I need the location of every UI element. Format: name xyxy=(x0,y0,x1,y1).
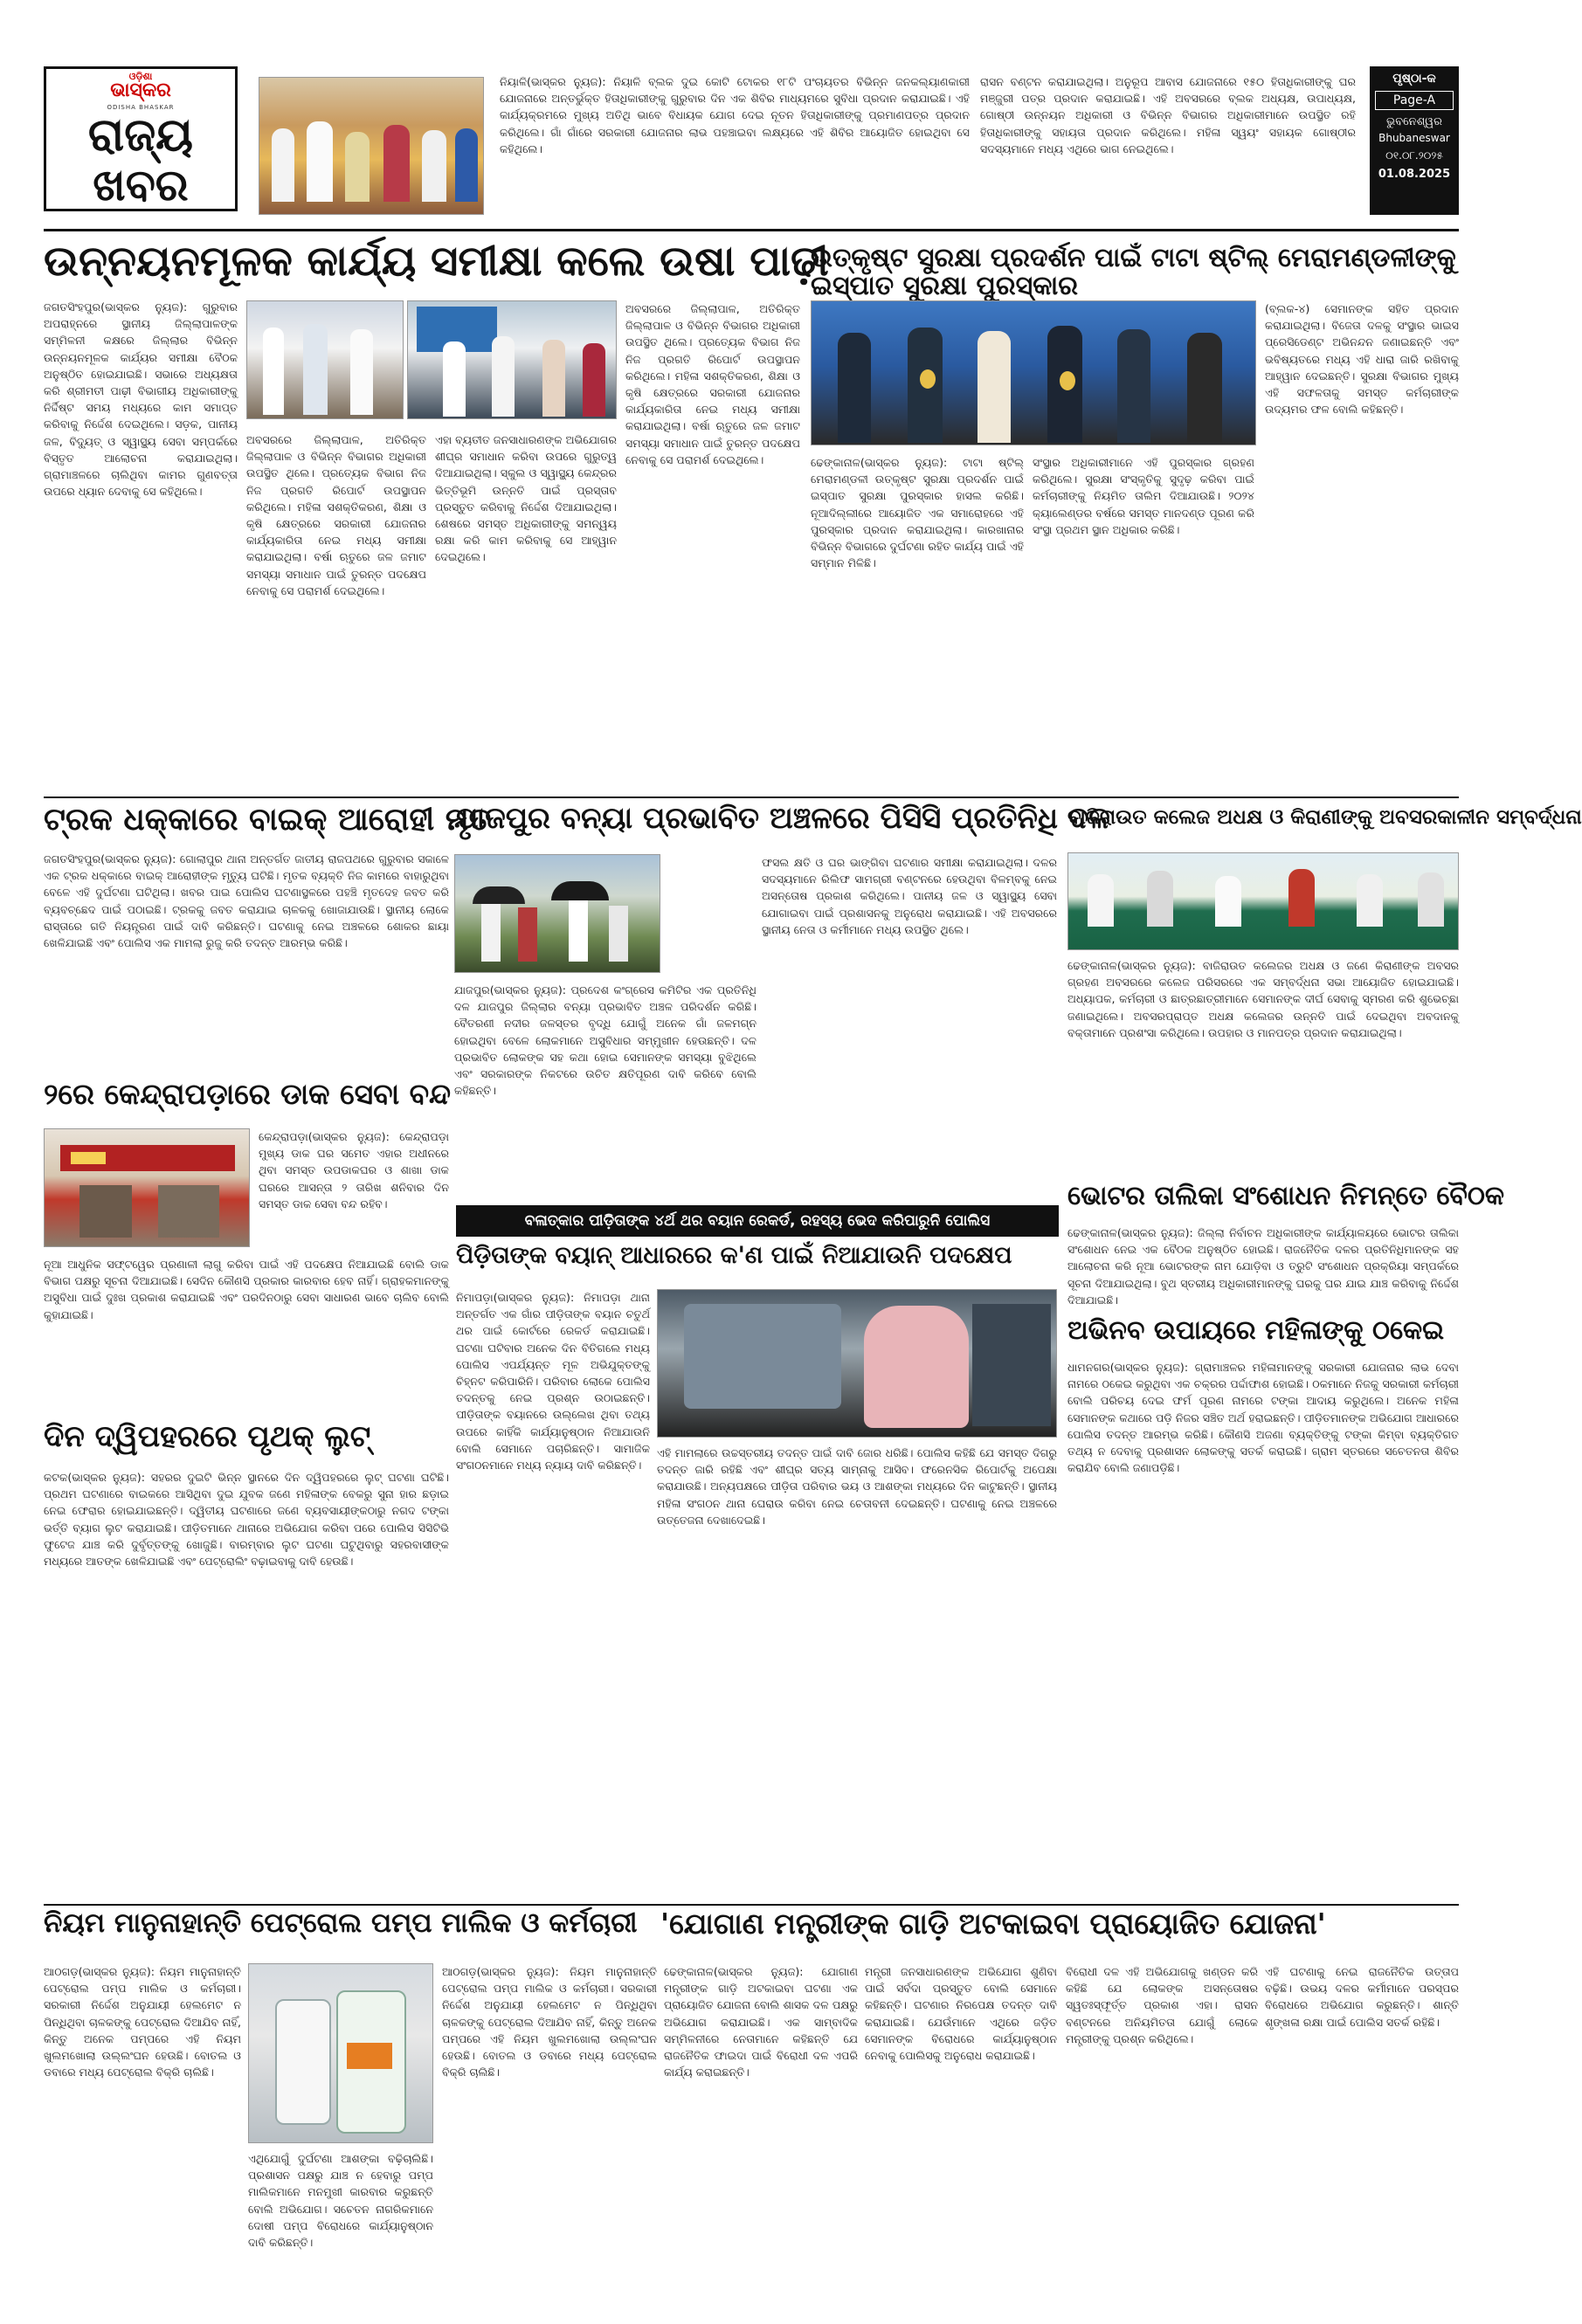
a2-body-mid: ସଂସ୍ଥାର ଅଧିକାରୀମାନେ ଏହି ପୁରସ୍କାର ଗ୍ରହଣ କରିଥିଲେ। ସୁରକ୍ଷା ସଂସ୍କୃତିକୁ ସୁଦୃଢ଼ କରିବା ପାଇଁ କର୍ମଚାରୀଙ୍କୁ ନିୟମିତ ତାଲିମ ଦିଆଯାଉଛି। ୨୦୨୪ କ୍ୟାଲେଣ୍ଡର ବର୍ଷରେ ସମସ୍ତ ମାନଦଣ୍ଡ ପୂରଣ କରି ସଂସ୍ଥା ପ୍ରଥମ ସ୍ଥାନ ଅଧିକାର କରିଛି। xyxy=(1033,456,1254,536)
headline-voter-list-meeting: ଭୋଟର ତାଲିକା ସଂଶୋଧନ ନିମନ୍ତେ ବୈଠକ xyxy=(1067,1181,1505,1211)
a11-body-left: ଆଠଗଡ଼(ଭାସ୍କର ନ୍ୟୁଜ): ନିୟମ ମାନୁନାହାନ୍ତି ପେଟ୍ରୋଲ ପମ୍ପ ମାଲିକ ଓ କର୍ମଚାରୀ। ସରକାରୀ ନିର୍ଦ୍ଦେଶ ଅନୁଯାୟୀ ହେଲମେଟ ନ ପିନ୍ଧିଥିବା ଚାଳକଙ୍କୁ ପେଟ୍ରୋଲ ଦିଆଯିବ ନାହିଁ, କିନ୍ତୁ ଅନେକ ପମ୍ପରେ ଏହି ନିୟମ ଖୁଲମଖୋଲା ଉଲ୍ଲଂଘନ ହେଉଛି। ବୋତଲ ଓ ଡବାରେ ମଧ୍ୟ ପେଟ୍ରୋଲ ବିକ୍ରି ଚାଲିଛି। xyxy=(44,1965,241,2079)
a1-body-left: ଜଗତସିଂହପୁର(ଭାସ୍କର ନ୍ୟୁଜ): ଗୁରୁବାର ଅପରାହ୍ନରେ ସ୍ଥାନୀୟ ଜିଲ୍ଲାପାଳଙ୍କ ସମ୍ମିଳନୀ କକ୍ଷରେ ଜିଲ୍ଲାର ବିଭିନ୍ନ ଉନ୍ନୟନମୂଳକ କାର୍ଯ୍ୟର ସମୀକ୍ଷା ବୈଠକ ଅନୁଷ୍ଠିତ ହୋଇଯାଇଛି। ସଭାରେ ଅଧ୍ୟକ୍ଷତା କରି ଶ୍ରୀମତୀ ପାଢ଼ୀ ବିଭାଗୀୟ ଅଧିକାରୀଙ୍କୁ ନିର୍ଦ୍ଦିଷ୍ଟ ସମୟ ମଧ୍ୟରେ କାମ ସମାପ୍ତ କରିବାକୁ ନିର୍ଦ୍ଦେଶ ଦେଇଥିଲେ। ସଡ଼କ, ପାନୀୟ ଜଳ, ବିଦ୍ୟୁତ୍ ଓ ସ୍ୱାସ୍ଥ୍ୟ ସେବା ସମ୍ପର୍କରେ ବିସ୍ତୃତ ଆଲୋଚନା କରାଯାଇଥିଲା। ଗ୍ରାମାଞ୍ଚଳରେ ଚାଲିଥିବା କାମର ଗୁଣବତ୍ତା ଉପରେ ଧ୍ୟାନ ଦେବାକୁ ସେ କହିଥିଲେ। xyxy=(44,300,238,499)
section-title-line1: ରାଜ୍ୟ xyxy=(87,109,194,162)
a8-body-left: ନିମାପଡ଼ା(ଭାସ୍କର ନ୍ୟୁଜ): ନିମାପଡ଼ା ଥାନା ଅନ୍ତର୍ଗତ ଏକ ଗାଁର ପୀଡ଼ିତାଙ୍କ ବୟାନ ଚତୁର୍ଥ ଥର ପାଇଁ କୋର୍ଟରେ ରେକର୍ଡ କରାଯାଇଛି। ଘଟଣା ଘଟିବାର ଅନେକ ଦିନ ବିତିଗଲେ ମଧ୍ୟ ପୋଲିସ ଏପର୍ଯ୍ୟନ୍ତ ମୂଳ ଅଭିଯୁକ୍ତଙ୍କୁ ଚିହ୍ନଟ କରିପାରିନି। ପରିବାର ଲୋକେ ପୋଲିସ ତଦନ୍ତକୁ ନେଇ ପ୍ରଶ୍ନ ଉଠାଇଛନ୍ତି। ପୀଡ଼ିତାଙ୍କ ବୟାନରେ ଉଲ୍ଲେଖ ଥିବା ତଥ୍ୟ ଉପରେ କାହିଁକି କାର୍ଯ୍ୟାନୁଷ୍ଠାନ ନିଆଯାଉନି ବୋଲି ସେମାନେ ପଚାରିଛନ୍ତି। ସାମାଜିକ ସଂଗଠନମାନେ ମଧ୍ୟ ନ୍ୟାୟ ଦାବି କରିଛନ୍ତି। xyxy=(456,1291,650,1472)
page-number-en: Page-A xyxy=(1375,91,1454,110)
a8-body-right: ଏହି ମାମଲାରେ ଉଚ୍ଚସ୍ତରୀୟ ତଦନ୍ତ ପାଇଁ ଦାବି ଜୋର ଧରିଛି। ପୋଲିସ କହିଛି ଯେ ସମସ୍ତ ଦିଗରୁ ତଦନ୍ତ ଜାରି ରହିଛି ଏବଂ ଶୀଘ୍ର ସତ୍ୟ ସାମ୍ନାକୁ ଆସିବ। ଫରେନସିକ ରିପୋର୍ଟକୁ ଅପେକ୍ଷା କରାଯାଉଛି। ଅନ୍ୟପକ୍ଷରେ ପୀଡ଼ିତା ପରିବାର ଭୟ ଓ ଆଶଙ୍କା ମଧ୍ୟରେ ଦିନ କାଟୁଛନ୍ତି। ସ୍ଥାନୀୟ ମହିଳା ସଂଗଠନ ଥାନା ଘେରାଉ କରିବା ନେଇ ଚେତାବନୀ ଦେଇଛନ୍ତି। ଘଟଣାକୁ ନେଇ ଅଞ୍ଚଳରେ ଉତ୍ତେଜନା ଦେଖାଦେଇଛି। xyxy=(657,1446,1057,1527)
a12-body-3: ବିରୋଧୀ ଦଳ ଏହି ଅଭିଯୋଗକୁ ଖଣ୍ଡନ କରି କହିଛି ଯେ ଲୋକଙ୍କ ଅସନ୍ତୋଷର ସ୍ୱତଃସ୍ଫୂର୍ତ୍ତ ପ୍ରକାଶ ଏହା। ରାସନ ବଣ୍ଟନରେ ଅନିୟମିତତା ଯୋଗୁଁ ଲୋକେ ମନ୍ତ୍ରୀଙ୍କୁ ପ୍ରଶ୍ନ କରିଥିଲେ। xyxy=(1066,1965,1258,2045)
headline-separate-loot: ଦିନ ଦ୍ୱିପହରରେ ପୃଥକ୍ ଲୁଟ୍ xyxy=(44,1419,371,1454)
a5-body: ଢେଙ୍କାନାଳ(ଭାସ୍କର ନ୍ୟୁଜ): ବାଜିରାଉତ କଲେଜର ଅଧକ୍ଷ ଓ ଜଣେ କିରାଣୀଙ୍କ ଅବସର ଗ୍ରହଣ ଅବସରରେ କଲେଜ ପରିସରରେ ଏକ ସମ୍ବର୍ଦ୍ଧନା ସଭା ଆୟୋଜିତ ହୋଇଯାଇଛି। ଅଧ୍ୟାପକ, କର୍ମଚାରୀ ଓ ଛାତ୍ରଛାତ୍ରୀମାନେ ସେମାନଙ୍କ ଦୀର୍ଘ ସେବାକୁ ସ୍ମରଣ କରି ଶୁଭେଚ୍ଛା ଜଣାଇଥିଲେ। ଅବସରପ୍ରାପ୍ତ ଅଧକ୍ଷ କଲେଜର ଉନ୍ନତି ପାଇଁ ଦେଇଥିବା ଅବଦାନକୁ ବକ୍ତାମାନେ ପ୍ରଶଂସା କରିଥିଲେ। ଉପହାର ଓ ମାନପତ୍ର ପ୍ରଦାନ କରାଯାଇଥିଲା। xyxy=(1067,959,1459,1039)
a11-petrol-bottles-photo xyxy=(248,1963,433,2143)
headline-tata-steel-safety-award: ଉତ୍କୃଷ୍ଟ ସୁରକ୍ଷା ପ୍ରଦର୍ଶନ ପାଇଁ ଟାଟା ଷ୍ଟିଲ୍ ମେରାମଣ୍ଡଳୀଙ୍କୁ ଇସ୍ପାତ ସୁରକ୍ଷା ପୁରସ୍କାର xyxy=(811,243,1456,301)
brand-tag: ODISHA BHASKAR xyxy=(107,104,175,111)
a5-felicitation-photo xyxy=(1067,852,1459,950)
headline-truck-bike-accident: ଟ୍ରକ ଧକ୍କାରେ ବାଇକ୍ ଆରୋହୀ ମୃତ xyxy=(44,802,492,838)
a6-body-bottom: ନୂଆ ଆଧୁନିକ ସଫ୍ଟୱେର ପ୍ରଣାଳୀ ଲାଗୁ କରିବା ପାଇଁ ଏହି ପଦକ୍ଷେପ ନିଆଯାଇଛି ବୋଲି ଡାକ ବିଭାଗ ପକ୍ଷରୁ ସୂଚନା ଦିଆଯାଇଛି। ସେଦିନ କୌଣସି ପ୍ରକାର କାରବାର ହେବ ନାହିଁ। ଗ୍ରାହକମାନଙ୍କୁ ଅସୁବିଧା ପାଇଁ ଦୁଃଖ ପ୍ରକାଶ କରାଯାଇଛି ଏବଂ ପରଦିନଠାରୁ ସେବା ସାଧାରଣ ଭାବେ ଚାଲିବ ବୋଲି କୁହାଯାଇଛି। xyxy=(44,1258,449,1321)
a12-body-2: ମନ୍ତ୍ରୀ ଜନସାଧାରଣଙ୍କ ଅଭିଯୋଗ ଶୁଣିବା ପାଇଁ ସର୍ବଦା ପ୍ରସ୍ତୁତ ବୋଲି ସେମାନେ କହିଛନ୍ତି। ଘଟଣାର ନିରପେକ୍ଷ ତଦନ୍ତ ଦାବି କରାଯାଇଛି। ଯେଉଁମାନେ ଏଥିରେ ଜଡ଼ିତ ସେମାନଙ୍କ ବିରୋଧରେ କାର୍ଯ୍ୟାନୁଷ୍ଠାନ ନେବାକୁ ପୋଲିସକୁ ଅନୁରୋଧ କରାଯାଇଛି। xyxy=(865,1965,1057,2063)
a11-body-continued: ଆଠଗଡ଼(ଭାସ୍କର ନ୍ୟୁଜ): ନିୟମ ମାନୁନାହାନ୍ତି ପେଟ୍ରୋଲ ପମ୍ପ ମାଲିକ ଓ କର୍ମଚାରୀ। ସରକାରୀ ନିର୍ଦ୍ଦେଶ ଅନୁଯାୟୀ ହେଲମେଟ ନ ପିନ୍ଧିଥିବା ଚାଳକଙ୍କୁ ପେଟ୍ରୋଲ ଦିଆଯିବ ନାହିଁ, କିନ୍ତୁ ଅନେକ ପମ୍ପରେ ଏହି ନିୟମ ଖୁଲମଖୋଲା ଉଲ୍ଲଂଘନ ହେଉଛି। ବୋତଲ ଓ ଡବାରେ ମଧ୍ୟ ପେଟ୍ରୋଲ ବିକ୍ରି ଚାଲିଛି। xyxy=(442,1965,657,2079)
a9-body: କଟକ(ଭାସ୍କର ନ୍ୟୁଜ): ସହରର ଦୁଇଟି ଭିନ୍ନ ସ୍ଥାନରେ ଦିନ ଦ୍ୱିପହରରେ ଲୁଟ୍ ଘଟଣା ଘଟିଛି। ପ୍ରଥମ ଘଟଣାରେ ବାଇକରେ ଆସିଥିବା ଦୁଇ ଯୁବକ ଜଣେ ମହିଳାଙ୍କ ବେକରୁ ସୁନା ହାର ଛଡ଼ାଇ ନେଇ ଫେରାର ହୋଇଯାଇଛନ୍ତି। ଦ୍ୱିତୀୟ ଘଟଣାରେ ଜଣେ ବ୍ୟବସାୟୀଙ୍କଠାରୁ ନଗଦ ଟଙ୍କା ଭର୍ତ୍ତି ବ୍ୟାଗ ଲୁଟ କରାଯାଇଛି। ପୀଡ଼ିତମାନେ ଥାନାରେ ଅଭିଯୋଗ କରିବା ପରେ ପୋଲିସ ସିସିଟିଭି ଫୁଟେଜ ଯାଞ୍ଚ କରି ଦୁର୍ବୃତ୍ତଙ୍କୁ ଖୋଜୁଛି। ବାରମ୍ବାର ଲୁଟ ଘଟଣା ଘଟୁଥିବାରୁ ସହରବାସୀଙ୍କ ମଧ୍ୟରେ ଆତଙ୍କ ଖେଳିଯାଇଛି ଏବଂ ପେଟ୍ରୋଲିଂ ବଢ଼ାଇବାକୁ ଦାବି ହେଉଛି। xyxy=(44,1471,449,1569)
page-number-or: ପୃଷ୍ଠା-କ xyxy=(1392,72,1436,86)
city-or: ଭୁବନେଶ୍ୱର xyxy=(1386,115,1442,128)
a1-photo-1 xyxy=(246,300,404,419)
a12-body-4: ଏହି ଘଟଣାକୁ ନେଇ ରାଜନୈତିକ ଉତ୍ତାପ ବଢ଼ିଛି। ଉଭୟ ଦଳର କର୍ମୀମାନେ ପରସ୍ପର ବିରୋଧରେ ଅଭିଯୋଗ କରୁଛନ୍ତି। ଶାନ୍ତି ଶୃଙ୍ଖଳା ରକ୍ଷା ପାଇଁ ପୋଲିସ ସତର୍କ ରହିଛି। xyxy=(1265,1965,1459,2029)
row-divider-1 xyxy=(44,797,1459,798)
a11-body-right: ଏଥିଯୋଗୁଁ ଦୁର୍ଘଟଣା ଆଶଙ୍କା ବଢ଼ିଚାଲିଛି। ପ୍ରଶାସନ ପକ୍ଷରୁ ଯାଞ୍ଚ ନ ହେବାରୁ ପମ୍ପ ମାଲିକମାନେ ମନମୁଖୀ କାରବାର କରୁଛନ୍ତି ବୋଲି ଅଭିଯୋଗ। ସଚେତନ ନାଗରିକମାନେ ଦୋଷୀ ପମ୍ପ ବିରୋଧରେ କାର୍ଯ୍ୟାନୁଷ୍ଠାନ ଦାବି କରିଛନ୍ତି। xyxy=(248,2152,433,2250)
a8-car-photo xyxy=(657,1289,1057,1438)
a2-body-left: ଢେଙ୍କାନାଳ(ଭାସ୍କର ନ୍ୟୁଜ): ଟାଟା ଷ୍ଟିଲ୍ ମେରାମଣ୍ଡଳୀ ଉତ୍କୃଷ୍ଟ ସୁରକ୍ଷା ପ୍ରଦର୍ଶନ ପାଇଁ ଇସ୍ପାତ ସୁରକ୍ଷା ପୁରସ୍କାର ହାସଲ କରିଛି। ନୂଆଦିଲ୍ଲୀରେ ଆୟୋଜିତ ଏକ ସମାରୋହରେ ଏହି ପୁରସ୍କାର ପ୍ରଦାନ କରାଯାଇଥିଲା। କାରଖାନାର ବିଭିନ୍ନ ବିଭାଗରେ ଦୁର୍ଘଟଣା ରହିତ କାର୍ଯ୍ୟ ପାଇଁ ଏହି ସମ୍ମାନ ମିଳିଛି। xyxy=(811,456,1024,570)
a12-body-1: ଢେଙ୍କାନାଳ(ଭାସ୍କର ନ୍ୟୁଜ): ଯୋଗାଣ ମନ୍ତ୍ରୀଙ୍କ ଗାଡ଼ି ଅଟକାଇବା ଘଟଣା ଏକ ପ୍ରାୟୋଜିତ ଯୋଜନା ବୋଲି ଶାସକ ଦଳ ପକ୍ଷରୁ ଅଭିଯୋଗ କରାଯାଇଛି। ଏକ ସାମ୍ବାଦିକ ସମ୍ମିଳନୀରେ ନେତାମାନେ କହିଛନ୍ତି ଯେ ରାଜନୈତିକ ଫାଇଦା ପାଇଁ ବିରୋଧୀ ଦଳ ଏପରି କାର୍ଯ୍ୟ କରାଇଛନ୍ତି। xyxy=(664,1965,858,2079)
row-divider-2 xyxy=(44,1904,1459,1906)
a3-body: ଜଗତସିଂହପୁର(ଭାସ୍କର ନ୍ୟୁଜ): ଗୋଲାପୁର ଥାନା ଅନ୍ତର୍ଗତ ଜାତୀୟ ରାଜପଥରେ ଗୁରୁବାର ସକାଳେ ଏକ ଟ୍ରକ ଧକ୍କାରେ ବାଇକ୍ ଆରୋହୀଙ୍କ ମୃତ୍ୟୁ ଘଟିଛି। ମୃତକ ବ୍ୟକ୍ତି ନିଜ କାମରେ ବାହାରୁଥିବା ବେଳେ ଏହି ଦୁର୍ଘଟଣା ଘଟିଥିଲା। ଖବର ପାଇ ପୋଲିସ ଘଟଣାସ୍ଥଳରେ ପହଞ୍ଚି ମୃତଦେହ ଜବତ କରି ବ୍ୟବଚ୍ଛେଦ ପାଇଁ ପଠାଇଛି। ଟ୍ରକକୁ ଜବତ କରାଯାଇ ଚାଳକକୁ ଖୋଜାଯାଉଛି। ସ୍ଥାନୀୟ ଲୋକେ ରାସ୍ତାରେ ଗତି ନିୟନ୍ତ୍ରଣ ପାଇଁ ଦାବି କରିଛନ୍ତି। ଘଟଣାକୁ ନେଇ ଅଞ୍ଚଳରେ ଶୋକର ଛାୟା ଖେଳିଯାଇଛି ଏବଂ ପୋଲିସ ଏକ ମାମଲା ରୁଜୁ କରି ତଦନ୍ତ ଆରମ୍ଭ କରିଛି। xyxy=(44,852,449,950)
a2-award-photo xyxy=(811,300,1256,445)
masthead-lead-text-left: ନିୟାଳି(ଭାସ୍କର ନ୍ୟୁଜ): ନିୟାଳି ବ୍ଲକ ଦୁଇ କୋଟି ଟୋକର ୧୮ଟି ପଂଚାୟତର ବିଭିନ୍ନ ଜନକଲ୍ୟାଣକାରୀ ଯୋଜନାରେ ଅନ୍ତର୍ଭୁକ୍ତ ହିତାଧିକାରୀଙ୍କୁ ଗୁରୁବାର ଦିନ ଏକ ଶିବିର ମାଧ୍ୟମରେ ସୁବିଧା ପ୍ରଦାନ କରାଯାଇଛି। ଏହି କାର୍ଯ୍ୟକ୍ରମରେ ମୁଖ୍ୟ ଅତିଥି ଭାବେ ବିଧାୟକ ଯୋଗ ଦେଇ ନୂତନ ହିତାଧିକାରୀଙ୍କୁ ପ୍ରମାଣପତ୍ର ପ୍ରଦାନ କରିଥିଲେ। ଗାଁ ଗାଁରେ ସରକାରୀ ଯୋଜନାର ଲାଭ ପହଞ୍ଚାଇବା ଲକ୍ଷ୍ୟରେ ଏହି ଶିବିର ଆୟୋଜିତ ହୋଇଥିବା ସେ କହିଥିଲେ। xyxy=(500,75,970,155)
a1-body-continued: ଅବସରରେ ଜିଲ୍ଲାପାଳ, ଅତିରିକ୍ତ ଜିଲ୍ଲାପାଳ ଓ ବିଭିନ୍ନ ବିଭାଗର ଅଧିକାରୀ ଉପସ୍ଥିତ ଥିଲେ। ପ୍ରତ୍ୟେକ ବିଭାଗ ନିଜ ନିଜ ପ୍ରଗତି ରିପୋର୍ଟ ଉପସ୍ଥାପନ କରିଥିଲେ। ମହିଳା ସଶକ୍ତିକରଣ, ଶିକ୍ଷା ଓ କୃଷି କ୍ଷେତ୍ରରେ ସରକାରୀ ଯୋଜନାର କାର୍ଯ୍ୟକାରିତା ନେଇ ମଧ୍ୟ ସମୀକ୍ଷା କରାଯାଇଥିଲା। ବର୍ଷା ଋତୁରେ ଜଳ ଜମାଟ ସମସ୍ୟା ସମାଧାନ ପାଇଁ ତୁରନ୍ତ ପଦକ୍ଷେପ ନେବାକୁ ସେ ପରାମର୍ଶ ଦେଇଥିଲେ। xyxy=(625,302,800,466)
a1-body-mid: ଅବସରରେ ଜିଲ୍ଲାପାଳ, ଅତିରିକ୍ତ ଜିଲ୍ଲାପାଳ ଓ ବିଭିନ୍ନ ବିଭାଗର ଅଧିକାରୀ ଉପସ୍ଥିତ ଥିଲେ। ପ୍ରତ୍ୟେକ ବିଭାଗ ନିଜ ନିଜ ପ୍ରଗତି ରିପୋର୍ଟ ଉପସ୍ଥାପନ କରିଥିଲେ। ମହିଳା ସଶକ୍ତିକରଣ, ଶିକ୍ଷା ଓ କୃଷି କ୍ଷେତ୍ରରେ ସରକାରୀ ଯୋଜନାର କାର୍ଯ୍ୟକାରିତା ନେଇ ମଧ୍ୟ ସମୀକ୍ଷା କରାଯାଇଥିଲା। ବର୍ଷା ଋତୁରେ ଜଳ ଜମାଟ ସମସ୍ୟା ସମାଧାନ ପାଇଁ ତୁରନ୍ତ ପଦକ୍ଷେପ ନେବାକୁ ସେ ପରାମର୍ଶ ଦେଇଥିଲେ। xyxy=(246,433,426,597)
headline-petrol-pump-rules: ନିୟମ ମାନୁନାହାନ୍ତି ପେଟ୍ରୋଲ ପମ୍ପ ମାଲିକ ଓ କର୍ମଚାରୀ xyxy=(44,1907,638,1939)
city-en: Bhubaneswar xyxy=(1378,132,1450,144)
headline-usha-padhi-review: ଉନ୍ନୟନମୂଳକ କାର୍ଯ୍ୟ ସମୀକ୍ଷା କଲେ ଉଷା ପାଢ଼ୀ xyxy=(44,237,829,286)
a8-banner xyxy=(456,1205,1059,1237)
headline-jajpur-flood-pcc: ଯାଜପୁର ବନ୍ୟା ପ୍ରଭାବିତ ଅଞ୍ଚଳରେ ପିସିସି ପ୍ରତିନିଧି ଦଳ xyxy=(454,801,1110,836)
a7-body: ଢେଙ୍କାନାଳ(ଭାସ୍କର ନ୍ୟୁଜ): ଜିଲ୍ଲା ନିର୍ବାଚନ ଅଧିକାରୀଙ୍କ କାର୍ଯ୍ୟାଳୟରେ ଭୋଟର ତାଲିକା ସଂଶୋଧନ ନେଇ ଏକ ବୈଠକ ଅନୁଷ୍ଠିତ ହୋଇଛି। ରାଜନୈତିକ ଦଳର ପ୍ରତିନିଧିମାନଙ୍କ ସହ ଆଲୋଚନା କରି ନୂଆ ଭୋଟରଙ୍କ ନାମ ଯୋଡ଼ିବା ଓ ତ୍ରୁଟି ସଂଶୋଧନ ପ୍ରକ୍ରିୟା ସମ୍ପର୍କରେ ସୂଚନା ଦିଆଯାଇଥିଲା। ବୁଥ ସ୍ତରୀୟ ଅଧିକାରୀମାନଙ୍କୁ ଘରକୁ ଘର ଯାଇ ଯାଞ୍ଚ କରିବାକୁ ନିର୍ଦ୍ଦେଶ ଦିଆଯାଇଛି। xyxy=(1067,1226,1459,1307)
a4-body-right: ଫସଲ କ୍ଷତି ଓ ଘର ଭାଙ୍ଗିବା ଘଟଣାର ସମୀକ୍ଷା କରାଯାଇଥିଲା। ଦଳର ସଦସ୍ୟମାନେ ରିଲିଫ ସାମଗ୍ରୀ ବଣ୍ଟନରେ ହେଉଥିବା ବିଳମ୍ବକୁ ନେଇ ଅସନ୍ତୋଷ ପ୍ରକାଶ କରିଥିଲେ। ପାନୀୟ ଜଳ ଓ ସ୍ୱାସ୍ଥ୍ୟ ସେବା ଯୋଗାଇବା ପାଇଁ ପ୍ରଶାସନକୁ ଅନୁରୋଧ କରାଯାଇଛି। ଏହି ଅବସରରେ ସ୍ଥାନୀୟ ନେତା ଓ କର୍ମୀମାନେ ମଧ୍ୟ ଉପସ୍ଥିତ ଥିଲେ। xyxy=(762,856,1057,936)
a6-body-top: କେନ୍ଦ୍ରାପଡ଼ା(ଭାସ୍କର ନ୍ୟୁଜ): କେନ୍ଦ୍ରାପଡ଼ା ମୁଖ୍ୟ ଡାକ ଘର ସମେତ ଏହାର ଅଧୀନରେ ଥିବା ସମସ୍ତ ଉପଡାକଘର ଓ ଶାଖା ଡାକ ଘରରେ ଆସନ୍ତା ୨ ତାରିଖ ଶନିବାର ଦିନ ସମସ୍ତ ଡାକ ସେବା ବନ୍ଦ ରହିବ। xyxy=(259,1130,449,1210)
masthead-divider xyxy=(44,229,1459,231)
a1-photo-2 xyxy=(407,300,617,419)
headline-women-fraud: ଅଭିନବ ଉପାୟରେ ମହିଳାଙ୍କୁ ଠକେଇ xyxy=(1067,1315,1445,1346)
date-or: ୦୧.୦୮.୨୦୨୫ xyxy=(1385,149,1443,162)
a10-body: ଧାମନଗର(ଭାସ୍କର ନ୍ୟୁଜ): ଗ୍ରାମାଞ୍ଚଳର ମହିଳାମାନଙ୍କୁ ସରକାରୀ ଯୋଜନାର ଲାଭ ଦେବା ନାମରେ ଠକେଇ କରୁଥିବା ଏକ ଚକ୍ରର ପର୍ଦ୍ଦାଫାଶ ହୋଇଛି। ଠକମାନେ ନିଜକୁ ସରକାରୀ କର୍ମଚାରୀ ବୋଲି ପରିଚୟ ଦେଇ ଫର୍ମ ପୂରଣ ନାମରେ ଟଙ୍କା ଆଦାୟ କରୁଥିଲେ। ଅନେକ ମହିଳା ସେମାନଙ୍କ କଥାରେ ପଡ଼ି ନିଜର ସଞ୍ଚିତ ଅର୍ଥ ହରାଇଛନ୍ତି। ପୀଡ଼ିତମାନଙ୍କ ଅଭିଯୋଗ ଆଧାରରେ ପୋଲିସ ତଦନ୍ତ ଆରମ୍ଭ କରିଛି। କୌଣସି ଅଜଣା ବ୍ୟକ୍ତିଙ୍କୁ ଟଙ୍କା କିମ୍ବା ବ୍ୟକ୍ତିଗତ ତଥ୍ୟ ନ ଦେବାକୁ ପ୍ରଶାସନ ଲୋକଙ୍କୁ ସତର୍କ କରାଇଛି। ଗ୍ରାମ ସ୍ତରରେ ସଚେତନତା ଶିବିର କରାଯିବ ବୋଲି ଜଣାପଡ଼ିଛି। xyxy=(1067,1361,1459,1475)
headline-supply-minister-car-stopped: 'ଯୋଗାଣ ମନ୍ତ୍ରୀଙ୍କ ଗାଡ଼ି ଅଟକାଇବା ପ୍ରାୟୋଜିତ ଯୋଜନା' xyxy=(660,1907,1326,1941)
brand-small: ଓଡ଼ିଶା xyxy=(128,71,153,82)
a1-body-right: ଏହା ବ୍ୟତୀତ ଜନସାଧାରଣଙ୍କ ଅଭିଯୋଗର ଶୀଘ୍ର ସମାଧାନ କରିବା ଉପରେ ଗୁରୁତ୍ୱ ଦିଆଯାଇଥିଲା। ସ୍କୁଲ ଓ ସ୍ୱାସ୍ଥ୍ୟ କେନ୍ଦ୍ରର ଭିତ୍ତିଭୂମି ଉନ୍ନତି ପାଇଁ ପ୍ରସ୍ତାବ ପ୍ରସ୍ତୁତ କରିବାକୁ ନିର୍ଦ୍ଦେଶ ଦିଆଯାଇଥିଲା। ଶେଷରେ ସମସ୍ତ ଅଧିକାରୀଙ୍କୁ ସମନ୍ୱୟ ରକ୍ଷା କରି କାମ କରିବାକୁ ସେ ଆହ୍ୱାନ ଦେଇଥିଲେ। xyxy=(435,433,617,564)
section-title-line2: ଖବର xyxy=(93,160,189,210)
headline-kendrapara-postal-closure: ୨ରେ କେନ୍ଦ୍ରାପଡ଼ାରେ ଡାକ ସେବା ବନ୍ଦ xyxy=(44,1077,452,1111)
a4-flood-photo xyxy=(454,854,660,973)
a6-post-office-photo xyxy=(44,1128,250,1247)
brand-name: ଭାସ୍କର xyxy=(110,79,171,101)
date-en: 01.08.2025 xyxy=(1378,168,1451,181)
masthead-lead-text-right: ରାସନ ବଣ୍ଟନ କରାଯାଇଥିଲା। ଅନୁରୂପ ଆବାସ ଯୋଜନାରେ ୧୫୦ ହିତାଧିକାରୀଙ୍କୁ ଘର ମଞ୍ଜୁରୀ ପତ୍ର ପ୍ରଦାନ କରାଯାଇଛି। ଏହି ଅବସରରେ ବ୍ଲକ ଅଧ୍ୟକ୍ଷ, ଉପାଧ୍ୟକ୍ଷ, ଗୋଷ୍ଠୀ ଉନ୍ନୟନ ଅଧିକାରୀ ଓ ବିଭିନ୍ନ ବିଭାଗର ଅଧିକାରୀମାନେ ଉପସ୍ଥିତ ରହି ହିତାଧିକାରୀଙ୍କୁ ସହାୟତା ପ୍ରଦାନ କରିଥିଲେ। ମହିଳା ସ୍ୱୟଂ ସହାୟକ ଗୋଷ୍ଠୀର ସଦସ୍ୟମାନେ ମଧ୍ୟ ଏଥିରେ ଭାଗ ନେଇଥିଲେ। xyxy=(980,75,1356,155)
a4-body-left: ଯାଜପୁର(ଭାସ୍କର ନ୍ୟୁଜ): ପ୍ରଦେଶ କଂଗ୍ରେସ କମିଟିର ଏକ ପ୍ରତିନିଧି ଦଳ ଯାଜପୁର ଜିଲ୍ଲାର ବନ୍ୟା ପ୍ରଭାବିତ ଅଞ୍ଚଳ ପରିଦର୍ଶନ କରିଛି। ବୈତରଣୀ ନଦୀର ଜଳସ୍ତର ବୃଦ୍ଧି ଯୋଗୁଁ ଅନେକ ଗାଁ ଜଳମଗ୍ନ ହୋଇଥିବା ବେଳେ ଲୋକମାନେ ଅସୁବିଧାର ସମ୍ମୁଖୀନ ହେଉଛନ୍ତି। ଦଳ ପ୍ରଭାବିତ ଲୋକଙ୍କ ସହ କଥା ହୋଇ ସେମାନଙ୍କ ସମସ୍ୟା ବୁଝିଥିଲେ ଏବଂ ସରକାରଙ୍କ ନିକଟରେ ଉଚିତ କ୍ଷତିପୂରଣ ଦାବି କରିବେ ବୋଲି କହିଛନ୍ତି। xyxy=(454,983,756,1098)
a2-body-right: (ବ୍ଲକ-୪) ସେମାନଙ୍କ ସହିତ ପ୍ରଦାନ କରାଯାଇଥିଲା। ବିଜେତା ଦଳକୁ ସଂସ୍ଥାର ଭାଇସ ପ୍ରେସିଡେଣ୍ଟ ଅଭିନନ୍ଦନ ଜଣାଇଛନ୍ତି ଏବଂ ଭବିଷ୍ୟତରେ ମଧ୍ୟ ଏହି ଧାରା ଜାରି ରଖିବାକୁ ଆହ୍ୱାନ ଦେଇଛନ୍ତି। ସୁରକ୍ଷା ବିଭାଗର ମୁଖ୍ୟ ଏହି ସଫଳତାକୁ ସମସ୍ତ କର୍ମଚାରୀଙ୍କ ଉଦ୍ୟମର ଫଳ ବୋଲି କହିଛନ୍ତି। xyxy=(1265,302,1459,417)
headline-victim-statement-no-action: ପିଡ଼ିତାଙ୍କ ବୟାନ୍ ଆଧାରରେ କ'ଣ ପାଇଁ ନିଆଯାଉନି ପଦକ୍ଷେପ xyxy=(456,1242,1012,1269)
page-info-box xyxy=(1370,66,1459,215)
masthead-logo xyxy=(44,66,238,211)
headline-bajirout-college-farewell: ବାଜିରାଉତ କଲେଜ ଅଧକ୍ଷ ଓ କିରାଣୀଙ୍କୁ ଅବସରକାଳୀନ ସମ୍ବର୍ଦ୍ଧନା xyxy=(1067,806,1582,829)
masthead-lead-photo xyxy=(259,77,484,215)
a8-banner-text: ବଳାତ୍କାର ପୀଡ଼ିତାଙ୍କ ୪ର୍ଥ ଥର ବୟାନ ରେକର୍ଡ, ରହସ୍ୟ ଭେଦ କରିପାରୁନି ପୋଲିସ xyxy=(524,1212,991,1230)
